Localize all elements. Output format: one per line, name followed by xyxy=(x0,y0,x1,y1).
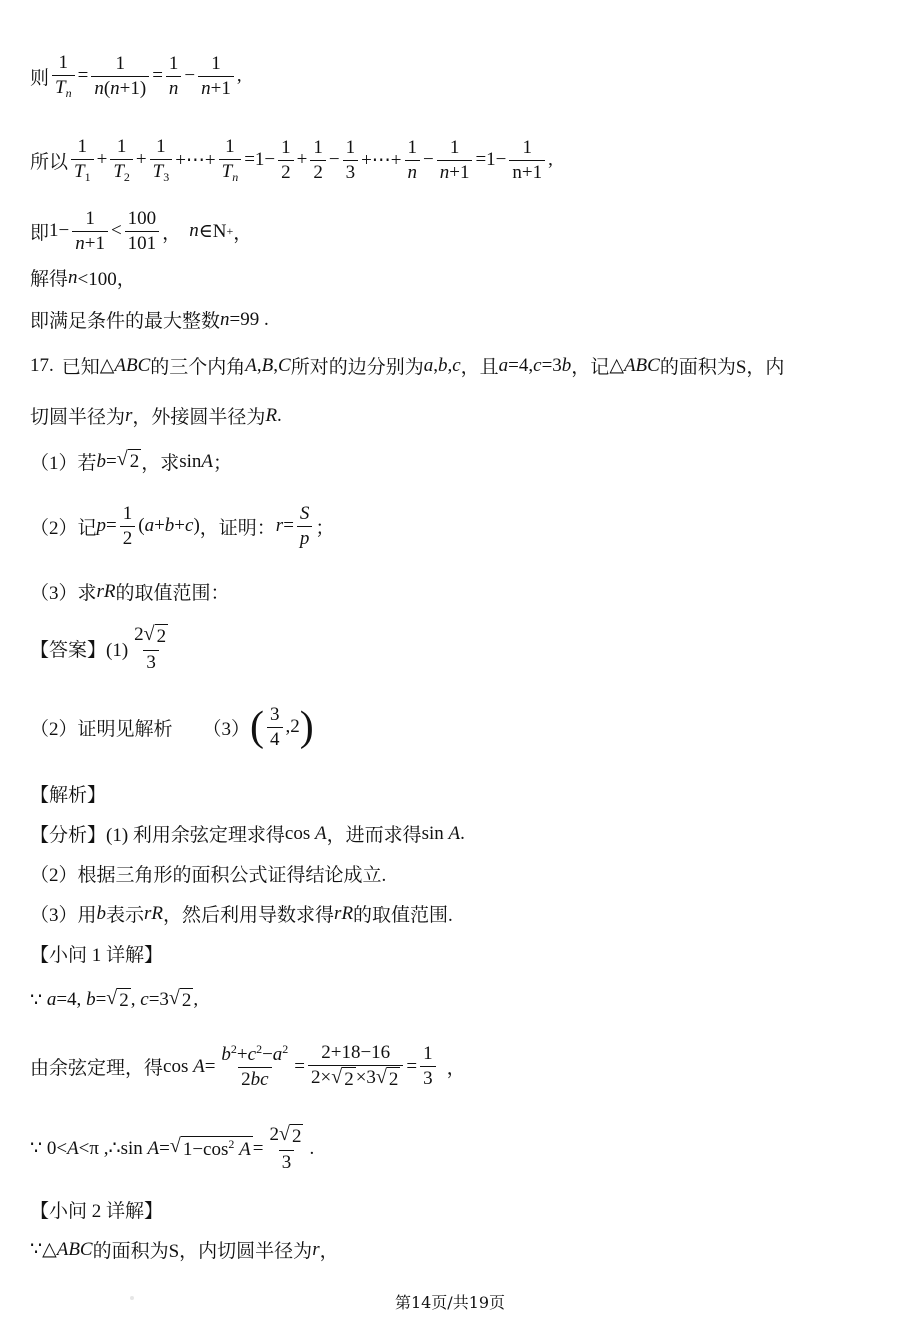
analysis-text: （3）用 xyxy=(30,905,97,926)
q17-text: 的三个内角 xyxy=(150,357,246,378)
cosine-law-line: 由余弦定理，得 cos A = $\frac{b^2+c^2-a^2}{2bc}$ = 2+18−16 2× √ 2 ×3 √ 2 = $\frac{1}{3}$ ， xyxy=(30,1041,466,1090)
xiaowen1-heading xyxy=(30,940,870,967)
q17-text: 所对的边分别为 xyxy=(290,357,424,378)
text-jiede: 解得 xyxy=(30,269,69,290)
line-telescoping-sum: 所以 $\frac{1}{T_1}$ + $\frac{1}{T_2}$ + $\frac{1}{T_3}$ +⋯+ $\frac{1}{T_n}$ =1− $\frac{1}{2}$ + $\frac{1}{2}$ − $\frac{1}{3}$ +⋯+ $\frac{1}{n}$ − $\frac{1}{n+1}$ =1− $\frac{1}{n+1}$ , xyxy=(30,136,553,184)
q17-text: 的面积为S，内 xyxy=(659,357,785,378)
line-solve-n: 解得 n <100， xyxy=(30,264,870,291)
fenxi-line3: （3）用 b 表示 rR ，然后利用导数求得 rR 的取值范围. xyxy=(30,900,870,927)
fraction: $\frac{1}{n+1}$ xyxy=(198,53,234,100)
part-text: ，求 xyxy=(141,453,180,474)
line-max-n: 即满足条件的最大整数 n =99 . xyxy=(30,306,870,333)
jiexi-heading xyxy=(30,780,870,807)
q17-part2: （2）记 p = $\frac{1}{2}$ ( a + b + c ) ，证明： r = $\frac{S}{p}$ ； xyxy=(30,503,335,549)
line-inequality: 即 1− $\frac{1}{n+1}$ < $\frac{100}{101}$ ， n ∈N + ， xyxy=(30,208,253,254)
part-label: （1）若 xyxy=(30,453,97,474)
sine-derivation: ∵ 0< A <π , ∴ sin A = √ $1-\cos^2$ A = 2 √ 2 3 . xyxy=(30,1123,315,1173)
analysis-text: ，然后利用导数求得 xyxy=(163,905,335,926)
q17-stem-line1: 17. 已知 △ ABC 的三个内角 A , B , C 所对的边分别为 a , b , c ，且 a =4, c =3 b ，记 △ ABC 的面积为S，内 xyxy=(30,352,870,379)
page-footer: 第14页/共19页 xyxy=(394,1293,506,1312)
because-symbol: ∵ xyxy=(30,1138,43,1160)
q17-text: 切圆半径为 xyxy=(30,407,126,428)
q17-text: 已知 xyxy=(61,357,100,378)
text-ji: 即 xyxy=(30,222,50,244)
therefore-symbol: ∴ xyxy=(108,1138,121,1160)
q17-text: ，记 xyxy=(571,357,610,378)
section-label: 【小问 1 详解】 xyxy=(30,945,164,966)
q17-part1: （1）若 b = √ 2 ，求 sin A ； xyxy=(30,448,233,474)
line-tn-reciprocal: 则 $\frac{1}{T_n}$ = $\frac{1}{n(n+1)}$ = $\frac{1}{n}$ − $\frac{1}{n+1}$ , xyxy=(30,52,242,100)
analysis-text: ，进而求得 xyxy=(326,825,422,846)
analysis-text: 的取值范围. xyxy=(353,905,453,926)
answer-label: 【答案】(1) xyxy=(30,640,129,662)
text-ze: 则 xyxy=(30,67,50,89)
text-max-prefix: 即满足条件的最大整数 xyxy=(30,311,221,332)
section-label: 【小问 2 详解】 xyxy=(30,1201,164,1222)
part-text: ，证明： xyxy=(199,517,276,539)
analysis-text: （2）根据三角形的面积公式证得结论成立. xyxy=(30,865,387,886)
fenxi-line1: 【分析】(1) 利用余弦定理求得 cos A ，进而求得 sin A . xyxy=(30,820,870,847)
derivation-text: 由余弦定理，得 xyxy=(30,1058,164,1080)
derivation-text: 的面积为S，内切圆半径为 xyxy=(92,1241,313,1262)
q17-part3: （3）求 rR 的取值范围： xyxy=(30,578,870,605)
fraction: $\frac{1}{T_n}$ xyxy=(52,52,75,101)
fraction: $\frac{1}{n}$ xyxy=(166,53,182,100)
answer-text: （3） xyxy=(202,718,251,740)
answer-text: （2）证明见解析 xyxy=(30,718,173,740)
analysis-text: 【分析】(1) 利用余弦定理求得 xyxy=(30,825,285,846)
part-label: （2）记 xyxy=(30,517,97,539)
q17-text: ，且 xyxy=(460,357,499,378)
because-symbol: ∵ xyxy=(30,1239,43,1260)
text-suoyi: 所以 xyxy=(30,151,69,173)
because-symbol: ∵ xyxy=(30,989,43,1011)
answer-line1: 【答案】(1) 2 √ 2 3 xyxy=(30,623,167,673)
q17-stem-line2: 切圆半径为 r ，外接圆半径为 R . xyxy=(30,402,870,429)
part-text: 的取值范围： xyxy=(115,583,230,604)
analysis-text: 表示 xyxy=(106,905,145,926)
fraction: $\frac{1}{n(n+1)}$ xyxy=(91,53,149,100)
q17-text: ，外接圆半径为 xyxy=(132,407,266,428)
section-label: 【解析】 xyxy=(30,785,107,806)
answer-line2: （2）证明见解析 （3） ( $\frac{3}{4}$ ,2 ) xyxy=(30,704,314,751)
q17-number: 17. xyxy=(30,354,54,376)
xiaowen2-line1: ∵ △ ABC 的面积为S，内切圆半径为 r ， xyxy=(30,1236,870,1263)
part-label: （3）求 xyxy=(30,583,97,604)
xiaowen2-heading xyxy=(30,1196,870,1223)
fenxi-line2 xyxy=(30,860,870,887)
given-sides: ∵ a =4, b = √ 2 , c =3 √ 2 , xyxy=(30,987,199,1011)
